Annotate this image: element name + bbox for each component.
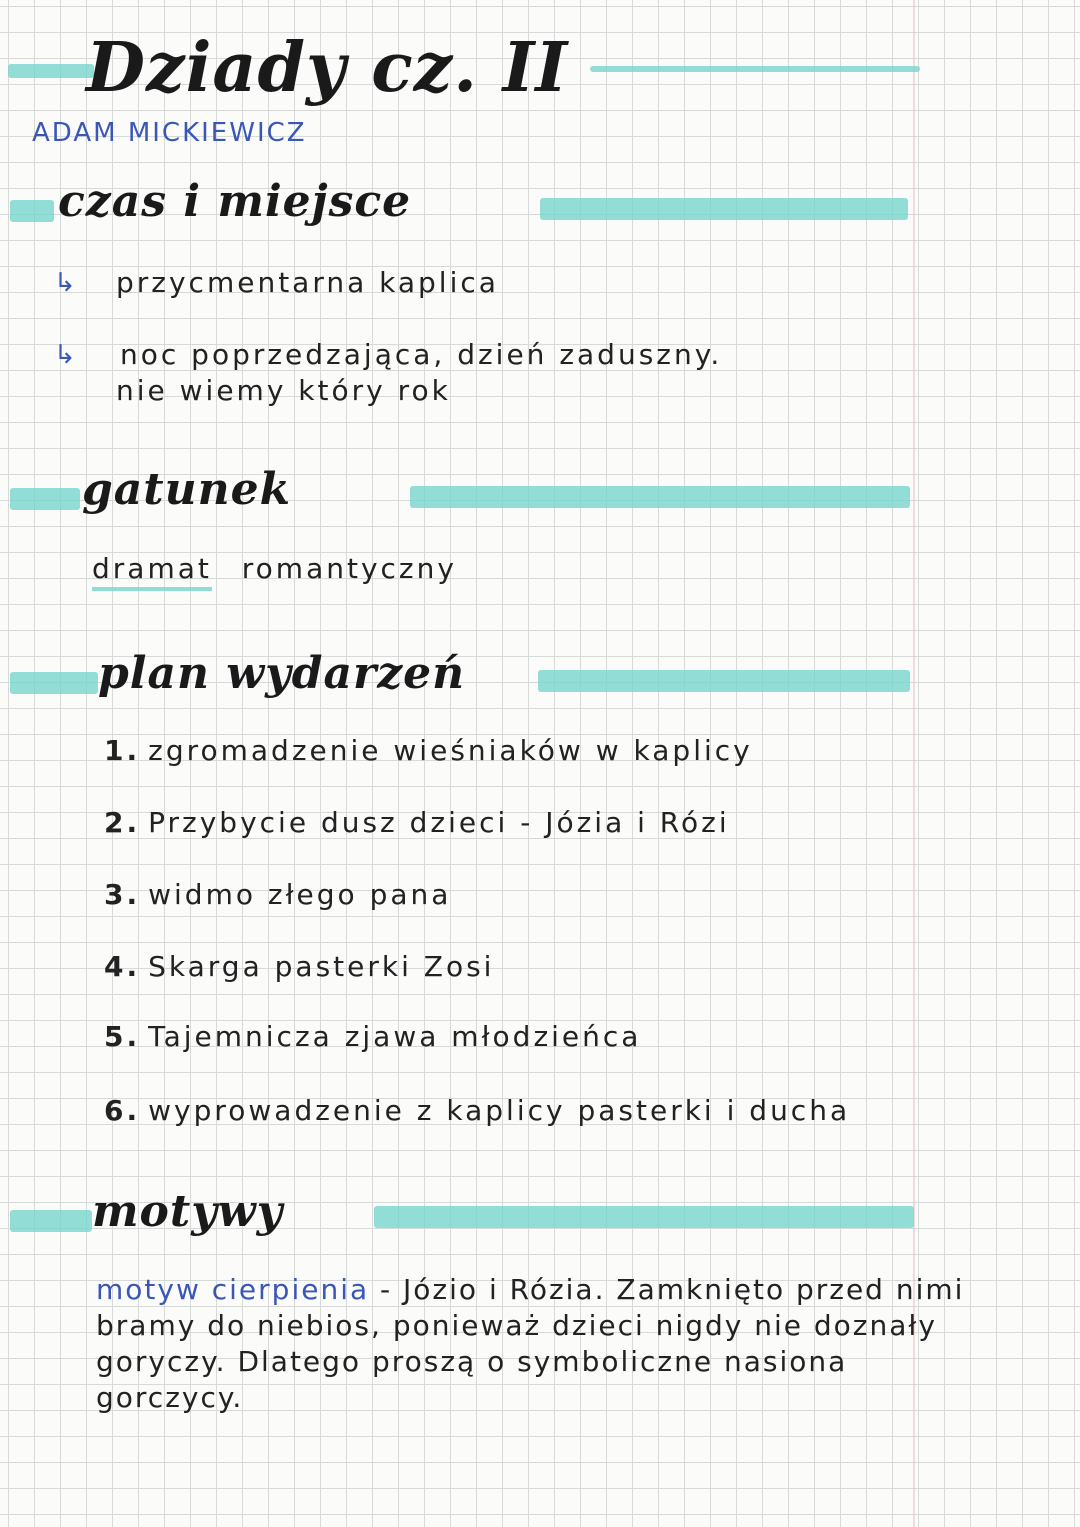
section-heading-time-place: czas i miejsce	[58, 176, 412, 227]
plan-item	[104, 1020, 641, 1053]
plan-item	[104, 878, 451, 911]
plan-item-text: Skarga pasterki Zosi	[148, 950, 495, 983]
genre-line	[92, 552, 457, 585]
plan-item-text: Przybycie dusz dzieci - Józia i Rózi	[148, 806, 730, 839]
plan-item-number: 2.	[104, 806, 141, 839]
section-highlight	[10, 672, 98, 694]
time-place-item: przycmentarna kaplica	[116, 266, 499, 299]
author-name: ADAM MICKIEWICZ	[32, 118, 307, 148]
section-highlight	[374, 1206, 914, 1228]
section-highlight	[10, 1210, 92, 1232]
genre-word-underlined: dramat	[92, 552, 212, 591]
section-highlight	[538, 670, 910, 692]
title-highlight-left	[8, 64, 94, 78]
motif-text: - Józio i Rózia. Zamknięto przed nimi bramy do niebios, ponieważ dzieci nigdy nie doznały goryczy. Dlatego proszą o symboliczne nasiona gorczycy.	[96, 1273, 965, 1414]
plan-item-text: zgromadzenie wieśniaków w kaplicy	[148, 734, 753, 767]
section-highlight	[410, 486, 910, 508]
plan-item-number: 6.	[104, 1094, 141, 1127]
plan-item	[104, 734, 753, 767]
section-heading-plan: plan wydarzeń	[98, 648, 466, 699]
plan-item	[104, 1094, 850, 1127]
time-place-item: noc poprzedzająca, dzień zaduszny.	[120, 338, 723, 371]
plan-item-number: 1.	[104, 734, 141, 767]
section-highlight	[10, 200, 54, 222]
section-heading-motifs: motywy	[92, 1186, 284, 1237]
plan-item-text: wyprowadzenie z kaplicy pasterki i ducha	[148, 1094, 851, 1127]
motif-paragraph	[96, 1272, 976, 1416]
section-heading-genre: gatunek	[82, 464, 292, 515]
plan-item	[104, 806, 730, 839]
plan-item-text: Tajemnicza zjawa młodzieńca	[148, 1020, 642, 1053]
plan-item-number: 3.	[104, 878, 141, 911]
title-highlight-right	[590, 66, 920, 72]
motif-lead: motyw cierpienia	[96, 1273, 370, 1306]
plan-item-number: 4.	[104, 950, 141, 983]
plan-item-number: 5.	[104, 1020, 141, 1053]
plan-item	[104, 950, 494, 983]
section-highlight	[10, 488, 80, 510]
arrow-icon: ↳	[54, 340, 76, 370]
arrow-icon: ↳	[54, 268, 76, 298]
page-title: Dziady cz. II	[86, 28, 569, 108]
section-highlight	[540, 198, 908, 220]
genre-word: romantyczny	[241, 552, 457, 585]
plan-item-text: widmo złego pana	[148, 878, 452, 911]
time-place-item-line2: nie wiemy który rok	[116, 374, 451, 407]
